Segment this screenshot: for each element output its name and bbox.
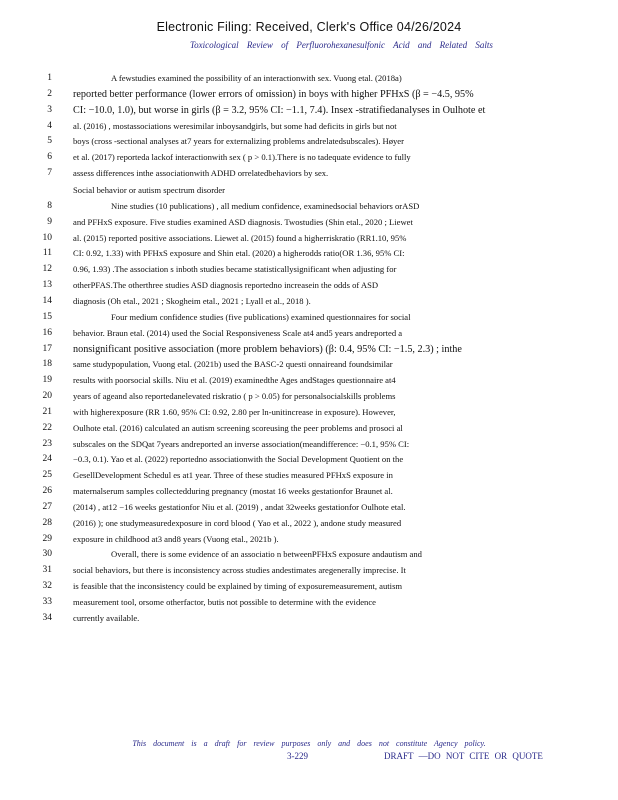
running-title: Toxicological Review of Perfluorohexanesulfonic Acid and Related Salts xyxy=(190,40,493,50)
line-number: 18 xyxy=(42,359,52,370)
line-number: 1 xyxy=(47,73,52,83)
line-text: diagnosis (Oh etal., 2021 ; Skogheim etal., 2021 ; Lyall et al., 2018 ). xyxy=(73,295,311,306)
line-number: 10 xyxy=(42,232,52,243)
text-line xyxy=(30,563,560,579)
text-line xyxy=(30,516,560,532)
line-text: same studypopulation, Vuong etal. (2021b) used the BASC-2 questi onnaireand foundsimilar xyxy=(73,359,393,370)
line-number: 26 xyxy=(42,486,52,497)
draft-notice: DRAFT —DO NOT CITE OR QUOTE xyxy=(384,751,543,761)
line-text: boys (cross -sectional analyses at7 years for externalizing problems andrelatedsubscales). Høyer xyxy=(73,136,404,147)
line-text: results with poorsocial skills. Niu et al. (2019) examinedthe Ages andStages questionnaire at4 xyxy=(73,375,396,386)
text-line xyxy=(30,166,560,182)
line-number: 4 xyxy=(47,120,52,131)
line-text: measurement tool, orsome otherfactor, butis not possible to determine with the evidence xyxy=(73,597,376,607)
line-number: 3 xyxy=(47,104,52,115)
text-line xyxy=(30,468,560,484)
line-text: is feasible that the inconsistency could be explained by timing of exposuremeasurement, autism xyxy=(73,581,403,592)
line-number: 33 xyxy=(42,597,52,607)
text-line xyxy=(30,294,560,310)
text-line xyxy=(30,103,560,119)
line-text: CI: −10.0, 1.0), but worse in girls (β = 3.2, 95% CI: −1.1, 7.4). Insex -stratifiedanalyses in Oulhote et xyxy=(73,104,486,116)
page-number: 3-229 xyxy=(287,751,308,761)
text-line xyxy=(30,452,560,468)
section-heading xyxy=(30,182,560,199)
line-text: maternalserum samples collectedduring pregnancy (mostat 16 weeks gestationfor Braunet al. xyxy=(73,486,393,497)
line-number: 30 xyxy=(42,549,52,560)
section-heading-text: Social behavior or autism spectrum disorder xyxy=(73,184,226,195)
line-number: 13 xyxy=(42,280,52,291)
text-line xyxy=(30,500,560,516)
line-text: nonsignificant positive association (more problem behaviors) (β: 0.4, 95% CI: −1.5, 2.3) ; inthe xyxy=(73,343,462,355)
line-number: 11 xyxy=(42,248,52,259)
text-line xyxy=(30,87,560,103)
line-number: 7 xyxy=(47,168,52,179)
line-text: Four medium confidence studies (five publications) examined questionnaires for social xyxy=(111,311,411,322)
line-text: al. (2015) reported positive associations. Liewet al. (2015) found a higherriskratio (RR1.10, 95% xyxy=(73,232,407,243)
line-text: Overall, there is some evidence of an associatio n betweenPFHxS exposure andautism and xyxy=(111,549,422,560)
line-text: and PFHxS exposure. Five studies examined ASD diagnosis. Twostudies (Shin etal., 2020 ; Liewet xyxy=(73,216,413,227)
text-line xyxy=(30,532,560,548)
line-number: 27 xyxy=(42,501,52,512)
line-number: 5 xyxy=(47,136,52,147)
line-text: (2016) ); one studymeasuredexposure in cord blood ( Yao et al., 2022 ), andone study measured xyxy=(73,517,402,528)
text-line xyxy=(30,357,560,373)
line-number: 31 xyxy=(42,565,52,576)
line-text: et al. (2017) reporteda lackof interactionwith sex ( p > 0.1).There is no tadequate evidence to fully xyxy=(73,152,411,163)
line-text: years of ageand also reportedanelevated riskratio ( p > 0.05) for personalsocialskills problems xyxy=(73,391,396,402)
text-line xyxy=(30,246,560,262)
text-line xyxy=(30,134,560,150)
line-text: assess differences inthe associationwith ADHD orrelatedbehaviors by sex. xyxy=(73,168,329,179)
line-number: 24 xyxy=(42,454,52,465)
line-text: currently available. xyxy=(73,612,140,623)
text-line xyxy=(30,389,560,405)
electronic-filing-banner: Electronic Filing: Received, Clerk's Office 04/26/2024 xyxy=(156,20,462,34)
text-line xyxy=(30,262,560,278)
line-number: 34 xyxy=(42,612,52,623)
line-number: 29 xyxy=(42,533,52,544)
line-text: otherPFAS.The otherthree studies ASD diagnosis reportedno increasein the odds of ASD xyxy=(73,280,379,291)
line-number: 20 xyxy=(42,391,52,402)
line-text: GesellDevelopment Schedul es at1 year. Three of these studies measured PFHxS exposure in xyxy=(73,470,393,481)
text-line xyxy=(30,437,560,453)
text-line xyxy=(30,342,560,358)
line-number: 32 xyxy=(42,581,52,592)
line-number: 21 xyxy=(42,406,52,417)
text-line xyxy=(30,199,560,215)
line-text: subscales on the SDQat 7years andreported an inverse association(meandifference: −0.1, 95% CI: xyxy=(73,438,410,449)
line-number: 14 xyxy=(42,295,52,306)
line-text: reported better performance (lower errors of omission) in boys with higher PFHxS (β = −4.5, 95% xyxy=(73,88,474,100)
text-line xyxy=(30,484,560,500)
line-number: 17 xyxy=(42,343,52,354)
document-body xyxy=(30,71,560,627)
text-line xyxy=(30,278,560,294)
text-line xyxy=(30,595,560,611)
line-number: 8 xyxy=(47,200,52,211)
line-text: 0.96, 1.93) .The association s inboth studies became statisticallysignificant when adjusting for xyxy=(73,264,397,275)
text-line xyxy=(30,71,560,87)
line-text: A fewstudies examined the possibility of an interactionwith sex. Vuong etal. (2018a) xyxy=(111,73,402,83)
line-text: exposure in childhood at3 and8 years (Vuong etal., 2021b ). xyxy=(73,533,279,544)
line-number: 16 xyxy=(42,327,52,338)
line-text: (2014) , at12 −16 weeks gestationfor Niu et al. (2019) , andat 32weeks gestationfor Oulhote etal. xyxy=(73,501,406,512)
line-number: 9 xyxy=(47,216,52,227)
text-line xyxy=(30,326,560,342)
line-text: Oulhote etal. (2016) calculated an autism screening scoreusing the peer problems and prosoci al xyxy=(73,422,403,433)
text-line xyxy=(30,373,560,389)
line-number: 23 xyxy=(42,438,52,449)
line-number: 22 xyxy=(42,422,52,433)
line-text: social behaviors, but there is inconsistency across studies andestimates aregenerally imprecise. It xyxy=(73,565,406,576)
line-text: al. (2016) , mostassociations weresimilar inboysandgirls, but some had deficits in girls but not xyxy=(73,120,397,131)
line-text: CI: 0.92, 1.33) with PFHxS exposure and Shin etal. (2020) a higherodds ratio(OR 1.36, 95% CI: xyxy=(73,248,405,259)
line-text: with higherexposure (RR 1.60, 95% CI: 0.92, 2.80 per ln-unitincrease in exposure). However, xyxy=(73,406,396,417)
line-number: 15 xyxy=(42,311,52,322)
line-number: 2 xyxy=(47,88,52,99)
text-line xyxy=(30,611,560,627)
line-number: 28 xyxy=(42,517,52,528)
line-text: −0.3, 0.1). Yao et al. (2022) reportedno associationwith the Social Development Quotient on the xyxy=(73,454,404,465)
line-text: Nine studies (10 publications) , all medium confidence, examinedsocial behaviors orASD xyxy=(111,200,420,211)
line-text: behavior. Braun etal. (2014) used the Social Responsiveness Scale at4 and5 years andreported a xyxy=(73,327,403,338)
draft-disclaimer: This document is a draft for review purposes only and does not constitute Agency policy. xyxy=(132,739,486,748)
text-line xyxy=(30,231,560,247)
text-line xyxy=(30,215,560,231)
line-number: 6 xyxy=(47,152,52,163)
line-number: 19 xyxy=(42,375,52,386)
line-number: 25 xyxy=(42,470,52,481)
text-line xyxy=(30,405,560,421)
text-line xyxy=(30,547,560,563)
line-number: 12 xyxy=(42,264,52,275)
text-line xyxy=(30,150,560,166)
text-line xyxy=(30,310,560,326)
text-line xyxy=(30,579,560,595)
text-line xyxy=(30,421,560,437)
text-line xyxy=(30,119,560,135)
